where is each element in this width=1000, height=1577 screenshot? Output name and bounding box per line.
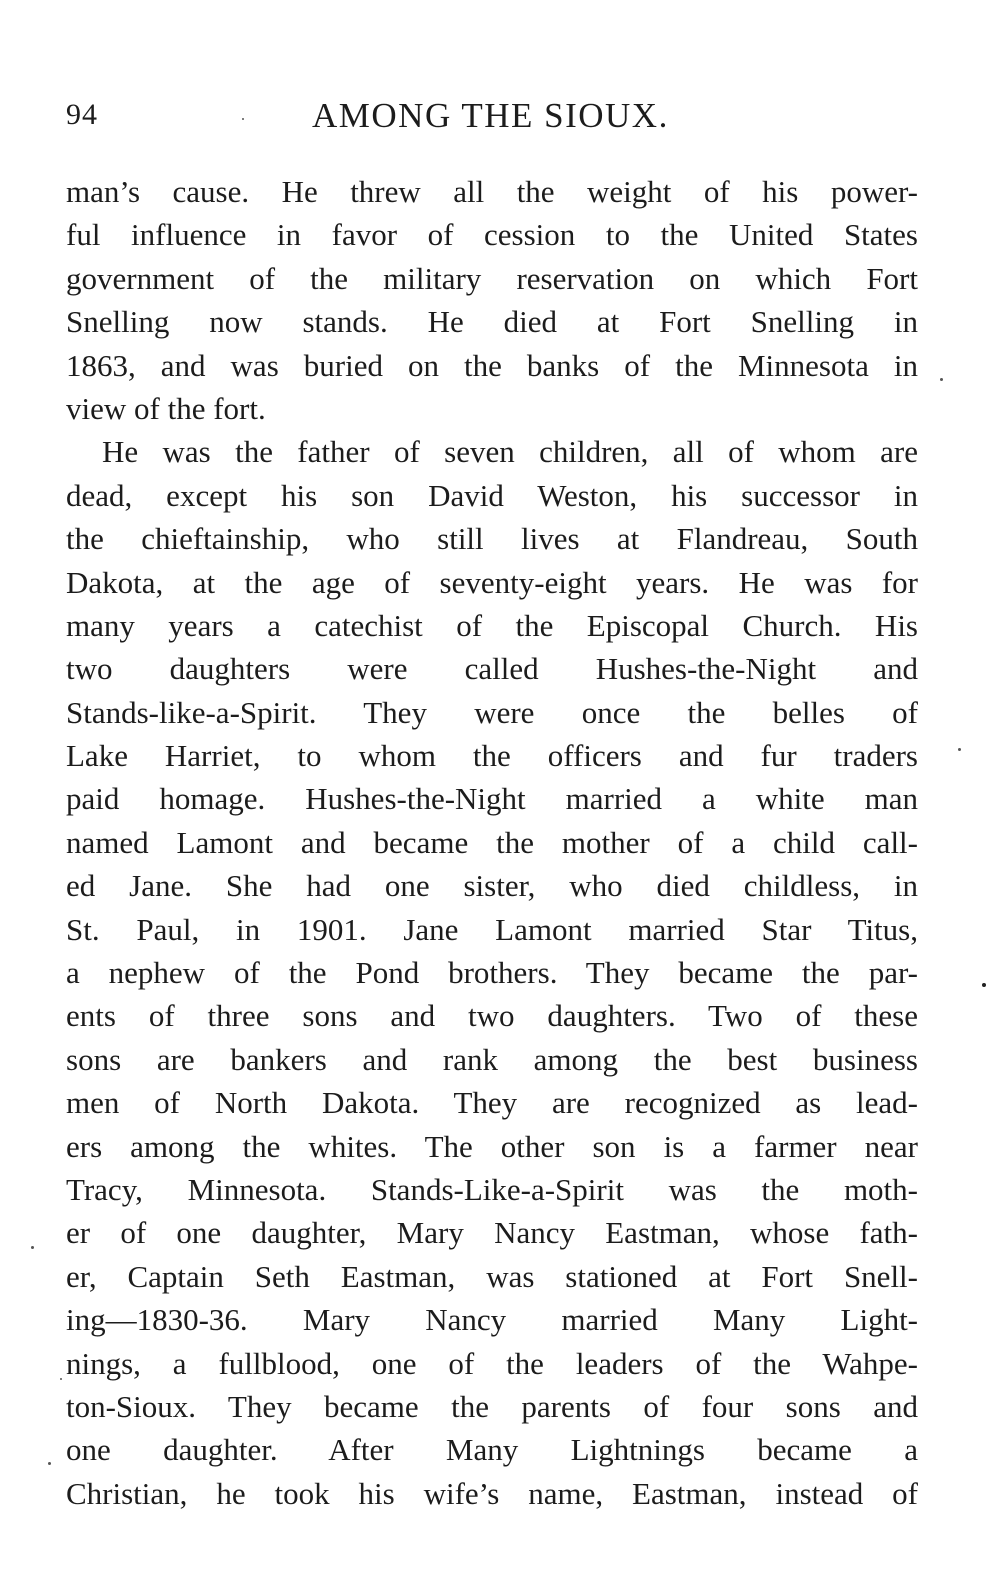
text-line: the chieftainship, who still lives at Flandreau, South: [66, 521, 918, 557]
text-line: paid homage. Hushes-the-Night married a white man: [66, 781, 918, 817]
scan-speck: [31, 1246, 34, 1249]
text-line: named Lamont and became the mother of a child call-: [66, 824, 918, 860]
text-line: Lake Harriet, to whom the officers and fur traders: [66, 738, 918, 774]
text-line: Dakota, at the age of seventy-eight years. He was for: [66, 564, 918, 600]
text-line: 1863, and was buried on the banks of the Minnesota in: [66, 347, 918, 383]
text-line: St. Paul, in 1901. Jane Lamont married Star Titus,: [66, 911, 918, 947]
text-line: dead, except his son David Weston, his successor in: [66, 477, 918, 513]
text-line: men of North Dakota. They are recognized as lead-: [66, 1085, 918, 1121]
text-line: nings, a fullblood, one of the leaders of the Wahpe-: [66, 1345, 918, 1381]
text-line: man’s cause. He threw all the weight of his power-: [66, 174, 918, 209]
text-line: ful influence in favor of cession to the United States: [66, 217, 918, 253]
page-header: [66, 96, 918, 140]
page-number: 94: [66, 98, 98, 131]
text-line: er of one daughter, Mary Nancy Eastman, whose fath-: [66, 1215, 918, 1251]
text-line: Snelling now stands. He died at Fort Snelling in: [66, 304, 918, 340]
text-line: Christian, he took his wife’s name, Eastman, instead of: [66, 1475, 918, 1511]
text-line: sons are bankers and rank among the best business: [66, 1041, 918, 1077]
scan-speck: [48, 1462, 51, 1465]
text-line: ton-Sioux. They became the parents of four sons and: [66, 1388, 918, 1424]
text-line: er, Captain Seth Eastman, was stationed at Fort Snell-: [66, 1258, 918, 1294]
body-text: [66, 170, 918, 1515]
text-line: ing—1830-36. Mary Nancy married Many Light-: [66, 1302, 918, 1338]
text-line: view of the fort.: [66, 390, 266, 426]
paragraph: [66, 170, 918, 430]
text-line: ents of three sons and two daughters. Two of these: [66, 998, 918, 1034]
text-line: government of the military reservation on which Fort: [66, 260, 918, 296]
scan-speck: [958, 748, 961, 751]
scan-speck: [60, 1378, 62, 1380]
text-line: ers among the whites. The other son is a farmer near: [66, 1128, 918, 1164]
scan-speck: [940, 378, 943, 381]
text-line: one daughter. After Many Lightnings became a: [66, 1432, 918, 1468]
text-line: many years a catechist of the Episcopal Church. His: [66, 607, 918, 643]
paragraph: [66, 430, 918, 1515]
text-line: ed Jane. She had one sister, who died childless, in: [66, 868, 918, 904]
text-line: He was the father of seven children, all of whom are: [102, 434, 918, 470]
scan-speck: [242, 118, 244, 120]
scan-speck: [982, 983, 986, 987]
text-line: a nephew of the Pond brothers. They became the par-: [66, 955, 918, 991]
text-line: two daughters were called Hushes-the-Night and: [66, 651, 918, 687]
running-title: AMONG THE SIOUX.: [312, 96, 669, 135]
text-line: Stands-like-a-Spirit. They were once the belles of: [66, 694, 918, 730]
text-line: Tracy, Minnesota. Stands-Like-a-Spirit was the moth-: [66, 1171, 918, 1207]
